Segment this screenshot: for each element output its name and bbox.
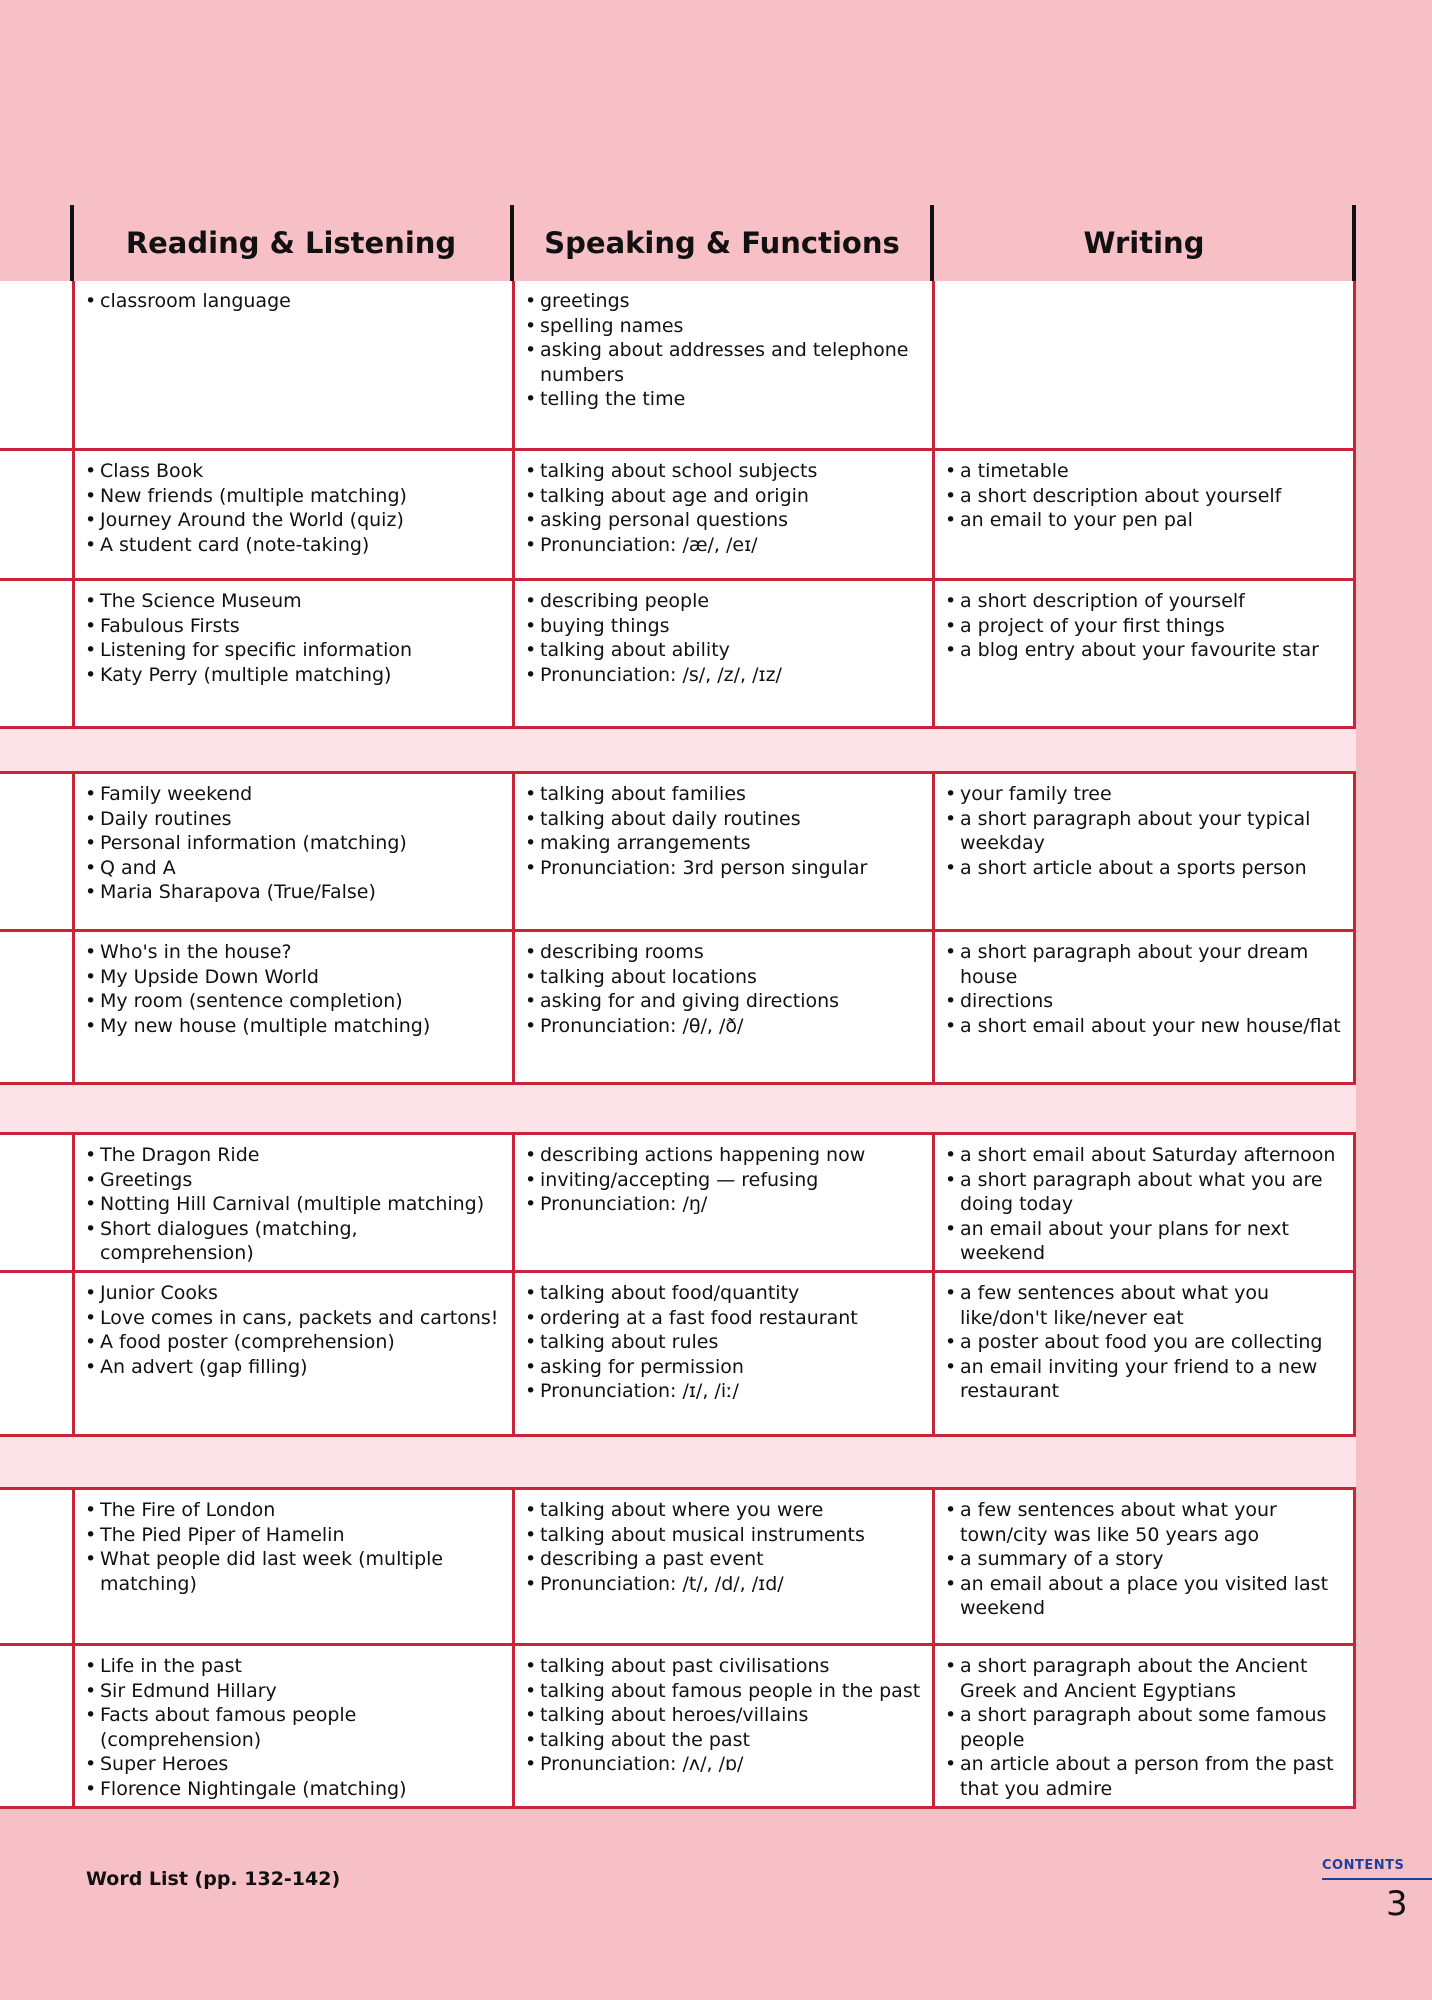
module-separator: [0, 729, 1356, 774]
page-number: 3: [1386, 1884, 1408, 1924]
list-item: • Notting Hill Carnival (multiple matching): [85, 1192, 508, 1217]
list-item: • asking personal questions: [525, 508, 926, 533]
speaking-functions-cell: [512, 581, 932, 726]
list-item: • a summary of a story: [945, 1547, 1347, 1572]
column-header-writing: Writing: [1083, 226, 1205, 260]
speaking-functions-cell: [512, 281, 932, 448]
list-item: • An advert (gap filling): [85, 1355, 508, 1380]
column-header-speaking-functions: Speaking & Functions: [544, 226, 900, 260]
writing-cell: [932, 281, 1356, 448]
writing-cell: [932, 581, 1356, 726]
list-item: • talking about rules: [525, 1330, 926, 1355]
list-item: • Short dialogues (matching, comprehension): [85, 1217, 508, 1266]
list-item: • Family weekend: [85, 782, 508, 807]
list-item: • Facts about famous people (comprehension): [85, 1703, 508, 1752]
reading-listening-cell: [72, 281, 514, 448]
contents-link[interactable]: CONTENTS: [1322, 1858, 1405, 1873]
list-item: • inviting/accepting — refusing: [525, 1168, 926, 1193]
list-item: • an email about a place you visited last weekend: [945, 1572, 1347, 1621]
table-row: [0, 451, 1356, 581]
list-item: • a few sentences about what your town/city was like 50 years ago: [945, 1498, 1347, 1547]
list-item: • classroom language: [85, 289, 508, 314]
column-header-reading-listening: Reading & Listening: [125, 226, 457, 260]
table-row: [0, 774, 1356, 932]
list-item: • talking about heroes/villains: [525, 1703, 926, 1728]
list-item: • Pronunciation: /ʌ/, /ɒ/: [525, 1752, 926, 1777]
list-item: • Pronunciation: /s/, /z/, /ɪz/: [525, 663, 926, 688]
list-item: • What people did last week (multiple matching): [85, 1547, 508, 1596]
list-item: • Pronunciation: 3rd person singular: [525, 856, 926, 881]
list-item: • talking about musical instruments: [525, 1523, 926, 1548]
list-item: • talking about daily routines: [525, 807, 926, 832]
list-item: • a short description of yourself: [945, 589, 1347, 614]
list-item: • directions: [945, 989, 1347, 1014]
list-item: • talking about families: [525, 782, 926, 807]
table-row: [0, 1135, 1356, 1273]
list-item: • Life in the past: [85, 1654, 508, 1679]
list-item: • Katy Perry (multiple matching): [85, 663, 508, 688]
writing-cell: [932, 1490, 1356, 1643]
list-item: • Pronunciation: /ɪ/, /iː/: [525, 1379, 926, 1404]
list-item: • an article about a person from the past that you admire: [945, 1752, 1347, 1801]
reading-listening-cell: [72, 1490, 514, 1643]
list-item: • Pronunciation: /ŋ/: [525, 1192, 926, 1217]
list-item: • Personal information (matching): [85, 831, 508, 856]
list-item: • Maria Sharapova (True/False): [85, 880, 508, 905]
speaking-functions-cell: [512, 1273, 932, 1434]
speaking-functions-cell: [512, 1135, 932, 1270]
list-item: • telling the time: [525, 387, 926, 412]
reading-listening-cell: [72, 774, 514, 929]
reading-listening-cell: [72, 932, 514, 1082]
table-row: [0, 281, 1356, 451]
list-item: • talking about food/quantity: [525, 1281, 926, 1306]
list-item: • talking about locations: [525, 965, 926, 990]
list-item: • My Upside Down World: [85, 965, 508, 990]
list-item: • Super Heroes: [85, 1752, 508, 1777]
list-item: • a short paragraph about what you are doing today: [945, 1168, 1347, 1217]
reading-listening-cell: [72, 1646, 514, 1806]
list-item: • A food poster (comprehension): [85, 1330, 508, 1355]
list-item: • Florence Nightingale (matching): [85, 1777, 508, 1802]
list-item: • a short paragraph about your typical weekday: [945, 807, 1347, 856]
list-item: • a short description about yourself: [945, 484, 1347, 509]
contents-underline: [1322, 1878, 1432, 1880]
list-item: • New friends (multiple matching): [85, 484, 508, 509]
table-row: [0, 932, 1356, 1085]
list-item: • Fabulous Firsts: [85, 614, 508, 639]
writing-cell: [932, 1273, 1356, 1434]
list-item: • A student card (note-taking): [85, 533, 508, 558]
contents-table: [0, 281, 1356, 1809]
list-item: • Listening for specific information: [85, 638, 508, 663]
list-item: • The Pied Piper of Hamelin: [85, 1523, 508, 1548]
list-item: • a project of your first things: [945, 614, 1347, 639]
speaking-functions-cell: [512, 932, 932, 1082]
list-item: • a blog entry about your favourite star: [945, 638, 1347, 663]
list-item: • a few sentences about what you like/don't like/never eat: [945, 1281, 1347, 1330]
list-item: • Who's in the house?: [85, 940, 508, 965]
list-item: • asking about addresses and telephone numbers: [525, 338, 926, 387]
list-item: • Daily routines: [85, 807, 508, 832]
list-item: • greetings: [525, 289, 926, 314]
list-item: • a short paragraph about your dream house: [945, 940, 1347, 989]
list-item: • describing actions happening now: [525, 1143, 926, 1168]
speaking-functions-cell: [512, 1490, 932, 1643]
list-item: • Journey Around the World (quiz): [85, 508, 508, 533]
list-item: • describing rooms: [525, 940, 926, 965]
reading-listening-cell: [72, 581, 514, 726]
list-item: • describing people: [525, 589, 926, 614]
speaking-functions-cell: [512, 774, 932, 929]
list-item: • Junior Cooks: [85, 1281, 508, 1306]
speaking-functions-cell: [512, 451, 932, 578]
list-item: • Class Book: [85, 459, 508, 484]
list-item: • an email about your plans for next weekend: [945, 1217, 1347, 1266]
list-item: • buying things: [525, 614, 926, 639]
writing-cell: [932, 774, 1356, 929]
list-item: • talking about past civilisations: [525, 1654, 926, 1679]
list-item: • The Science Museum: [85, 589, 508, 614]
writing-cell: [932, 451, 1356, 578]
reading-listening-cell: [72, 451, 514, 578]
list-item: • your family tree: [945, 782, 1347, 807]
list-item: • Sir Edmund Hillary: [85, 1679, 508, 1704]
list-item: • talking about the past: [525, 1728, 926, 1753]
list-item: • ordering at a fast food restaurant: [525, 1306, 926, 1331]
list-item: • a short paragraph about the Ancient Greek and Ancient Egyptians: [945, 1654, 1347, 1703]
writing-cell: [932, 1135, 1356, 1270]
writing-cell: [932, 1646, 1356, 1806]
table-row: [0, 581, 1356, 729]
reading-listening-cell: [72, 1273, 514, 1434]
list-item: • asking for permission: [525, 1355, 926, 1380]
list-item: • The Fire of London: [85, 1498, 508, 1523]
list-item: • My new house (multiple matching): [85, 1014, 508, 1039]
list-item: • talking about school subjects: [525, 459, 926, 484]
writing-cell: [932, 932, 1356, 1082]
word-list-link[interactable]: Word List (pp. 132-142): [86, 1868, 341, 1890]
module-separator: [0, 1437, 1356, 1490]
list-item: • talking about age and origin: [525, 484, 926, 509]
list-item: • a short paragraph about some famous people: [945, 1703, 1347, 1752]
list-item: • Pronunciation: /θ/, /ð/: [525, 1014, 926, 1039]
list-item: • My room (sentence completion): [85, 989, 508, 1014]
speaking-functions-cell: [512, 1646, 932, 1806]
list-item: • making arrangements: [525, 831, 926, 856]
list-item: • Q and A: [85, 856, 508, 881]
list-item: • spelling names: [525, 314, 926, 339]
reading-listening-cell: [72, 1135, 514, 1270]
list-item: • a poster about food you are collecting: [945, 1330, 1347, 1355]
list-item: • talking about famous people in the past: [525, 1679, 926, 1704]
list-item: • describing a past event: [525, 1547, 926, 1572]
list-item: • an email to your pen pal: [945, 508, 1347, 533]
list-item: • an email inviting your friend to a new restaurant: [945, 1355, 1347, 1404]
list-item: • Love comes in cans, packets and cartons!: [85, 1306, 508, 1331]
list-item: • a short email about your new house/flat: [945, 1014, 1347, 1039]
list-item: • Greetings: [85, 1168, 508, 1193]
list-item: • a timetable: [945, 459, 1347, 484]
list-item: • a short email about Saturday afternoon: [945, 1143, 1347, 1168]
list-item: • Pronunciation: /æ/, /eɪ/: [525, 533, 926, 558]
list-item: • asking for and giving directions: [525, 989, 926, 1014]
list-item: • a short article about a sports person: [945, 856, 1347, 881]
module-separator: [0, 1085, 1356, 1135]
list-item: • The Dragon Ride: [85, 1143, 508, 1168]
list-item: • talking about ability: [525, 638, 926, 663]
list-item: • talking about where you were: [525, 1498, 926, 1523]
list-item: • Pronunciation: /t/, /d/, /ɪd/: [525, 1572, 926, 1597]
table-row: [0, 1646, 1356, 1809]
table-row: [0, 1490, 1356, 1646]
table-row: [0, 1273, 1356, 1437]
